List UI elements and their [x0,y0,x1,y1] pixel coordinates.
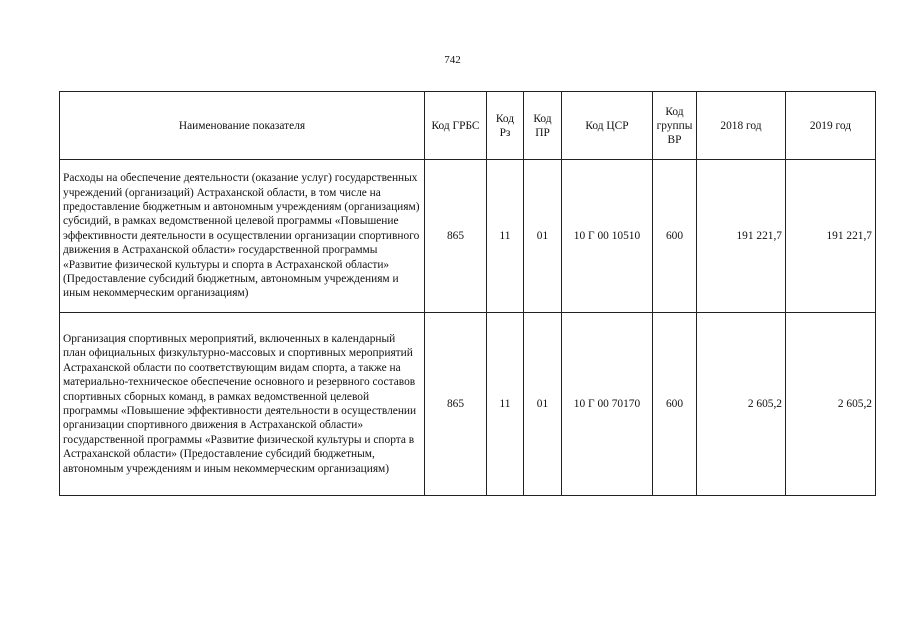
header-name: Наименование показателя [60,92,425,160]
table-row [60,160,876,313]
page-number: 742 [444,54,461,66]
row-pr: 01 [524,160,562,313]
table-row [60,313,876,496]
budget-table [59,91,876,496]
header-vr: Код группы ВР [653,92,697,160]
row-vr: 600 [653,313,697,496]
header-grbs: Код ГРБС [425,92,487,160]
row-vr: 600 [653,160,697,313]
row-csr: 10 Г 00 10510 [562,160,653,313]
header-row [60,92,876,160]
header-rz: Код Рз [487,92,524,160]
header-csr: Код ЦСР [562,92,653,160]
row-pr: 01 [524,313,562,496]
row-2019: 2 605,2 [786,313,876,496]
row-grbs: 865 [425,313,487,496]
row-csr: 10 Г 00 70170 [562,313,653,496]
header-2019: 2019 год [786,92,876,160]
header-pr: Код ПР [524,92,562,160]
header-2018: 2018 год [697,92,786,160]
row-grbs: 865 [425,160,487,313]
row-2018: 2 605,2 [697,313,786,496]
row-2018: 191 221,7 [697,160,786,313]
row-name: Расходы на обеспечение деятельности (оказание услуг) государственных учреждений (организаций) Астраханской области, в том числе на предоставление бюджетным и автономным учреждениям (организациям) субсидий, в рамках ведомственной целевой программы «Повышение эффективности деятельности в осуществлении организации спортивного движения в Астраханской области» государственной программы «Развитие физической культуры и спорта в Астраханской области» (Предоставление субсидий бюджетным, автономным учреждениям и иным некоммерческим организациям) [60,160,425,313]
row-rz: 11 [487,313,524,496]
row-rz: 11 [487,160,524,313]
row-2019: 191 221,7 [786,160,876,313]
row-name: Организация спортивных мероприятий, включенных в календарный план официальных физкультурно-массовых и спортивных мероприятий Астраханской области по соответствующим видам спорта, а также на материально-техническое обеспечение основного и резервного составов спортивных сборных команд, в рамках ведомственной целевой программы «Повышение эффективности деятельности в осуществлении организации спортивного движения в Астраханской области» государственной программы «Развитие физической культуры и спорта в Астраханской области» (Предоставление субсидий бюджетным, автономным учреждениям и иным некоммерческим организациям) [60,313,425,496]
